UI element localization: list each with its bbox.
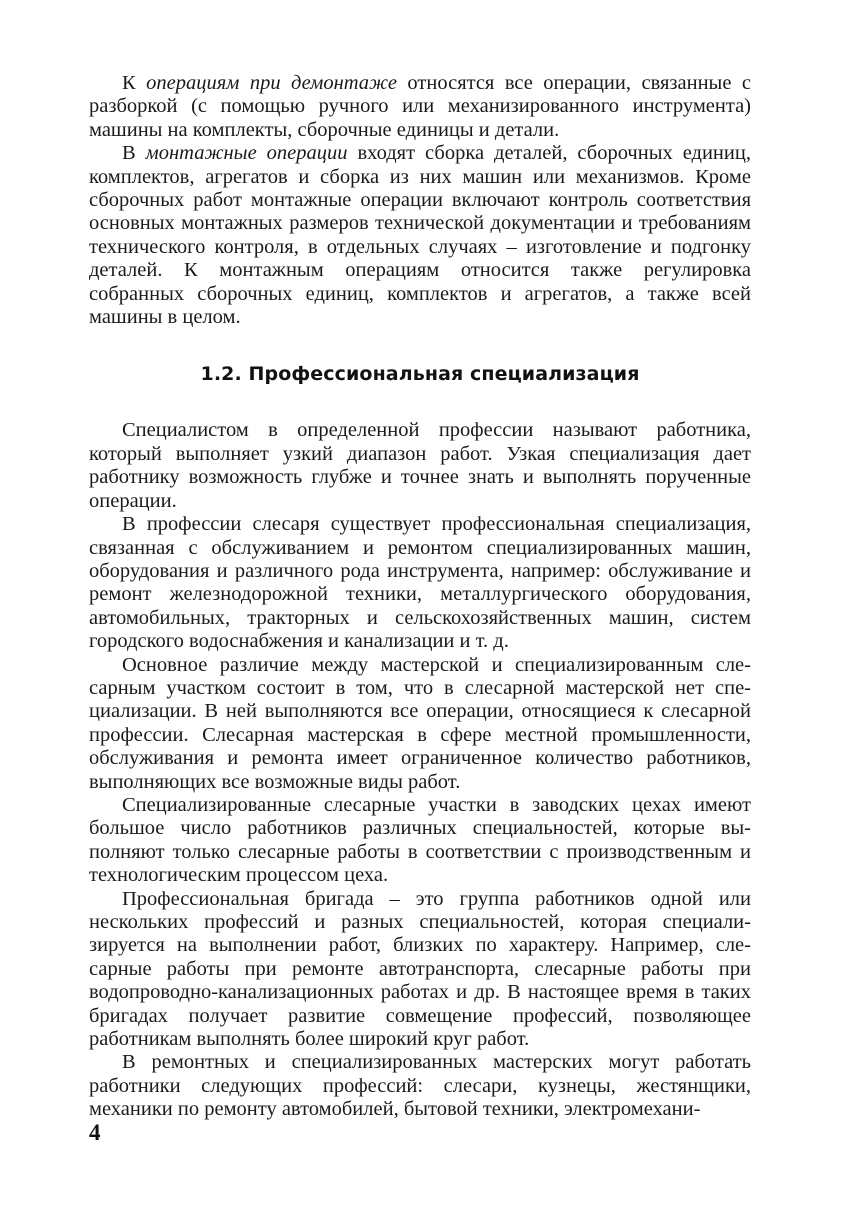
paragraph-professional-team: Профессиональная бригада – это группа работников одной или нескольких профессий и разных специальностей, которая специализируется на выполнении работ, близких по характеру. Например, слесарные работы при ремонте автотранспорта, слесарные работы при водопроводно-канализационных работах и др. В настоящее время в таких бригадах получает развитие совмещение профессий, позволяющее работникам выполнять более широкий круг работ.: [89, 887, 751, 1051]
page-content: [89, 72, 751, 1122]
paragraph-workshop-difference: Основное различие между мастерской и специализированным слесарным участком состоит в том, что в слесарной мастерской нет специализации. В ней выполняются все операции, относящиеся к слесарной профессии. Слесарная мастерская в сфере местной промышленности, обслуживания и ремонта имеет ограниченное количество работников, выполняющих все возможные виды работ.: [89, 653, 751, 793]
paragraph-assembly-pre: В: [122, 142, 146, 165]
paragraph-locksmith-specialization: В профессии слесаря существует профессиональная специализация, связанная с обслуживанием и ремонтом специализированных машин, оборудования и различного рода инструмента, например: обслуживание и ремонт железнодорожной техники, металлургического оборудования, автомобильных, тракторных и сельскохозяйственных машин, систем городского водоснабжения и канализации и т. д.: [89, 513, 751, 653]
page-number: 4: [89, 1120, 101, 1145]
paragraph-assembly: [89, 142, 751, 329]
paragraph-assembly-post: входят сборка деталей, сборочных единиц, комплектов, агрегатов и сборка из них машин или механизмов. Кроме сборочных работ монтажные операции включают контроль соответствия основных монтажных размеров технической документации и требованиям технического контроля, в отдельных случаях – изготовление и подгонку деталей. К монтажным операциям относится также регулировка собранных сборочных единиц, комплектов и агрегатов, а также всей машины в целом.: [89, 142, 751, 329]
term-assembly-operations: монтажные операции: [145, 142, 348, 165]
paragraph-specialist: Специалистом в определенной профессии называют работника, который выполняет узкий диапазон работ. Узкая специализация дает работнику возможность глубже и точнее знать и выполнять порученные операции.: [89, 419, 751, 512]
term-dismantling-operations: операциям при демонтаже: [146, 72, 397, 94]
section-heading: 1.2. Профессиональная специализация: [200, 363, 640, 386]
paragraph-dismantling-pre: К: [122, 72, 147, 94]
paragraph-dismantling-post: относятся все операции, связанные с разборкой (с помощью ручного или механизированного инструмента) машины на комплекты, сборочные единицы и детали.: [89, 72, 751, 141]
paragraph-factory-sections: Специализированные слесарные участки в заводских цехах имеют большое число работников различных специальностей, которые выполняют только слесарные работы в соответствии с производственным и технологическим процессом цеха.: [89, 793, 751, 887]
paragraph-dismantling: [89, 72, 751, 142]
paragraph-repair-workshops: В ремонтных и специализированных мастерских могут работать работники следующих профессий: слесари, кузнецы, жестянщики, механики по ремонту автомобилей, бытовой техники, электромехани-: [89, 1051, 751, 1121]
